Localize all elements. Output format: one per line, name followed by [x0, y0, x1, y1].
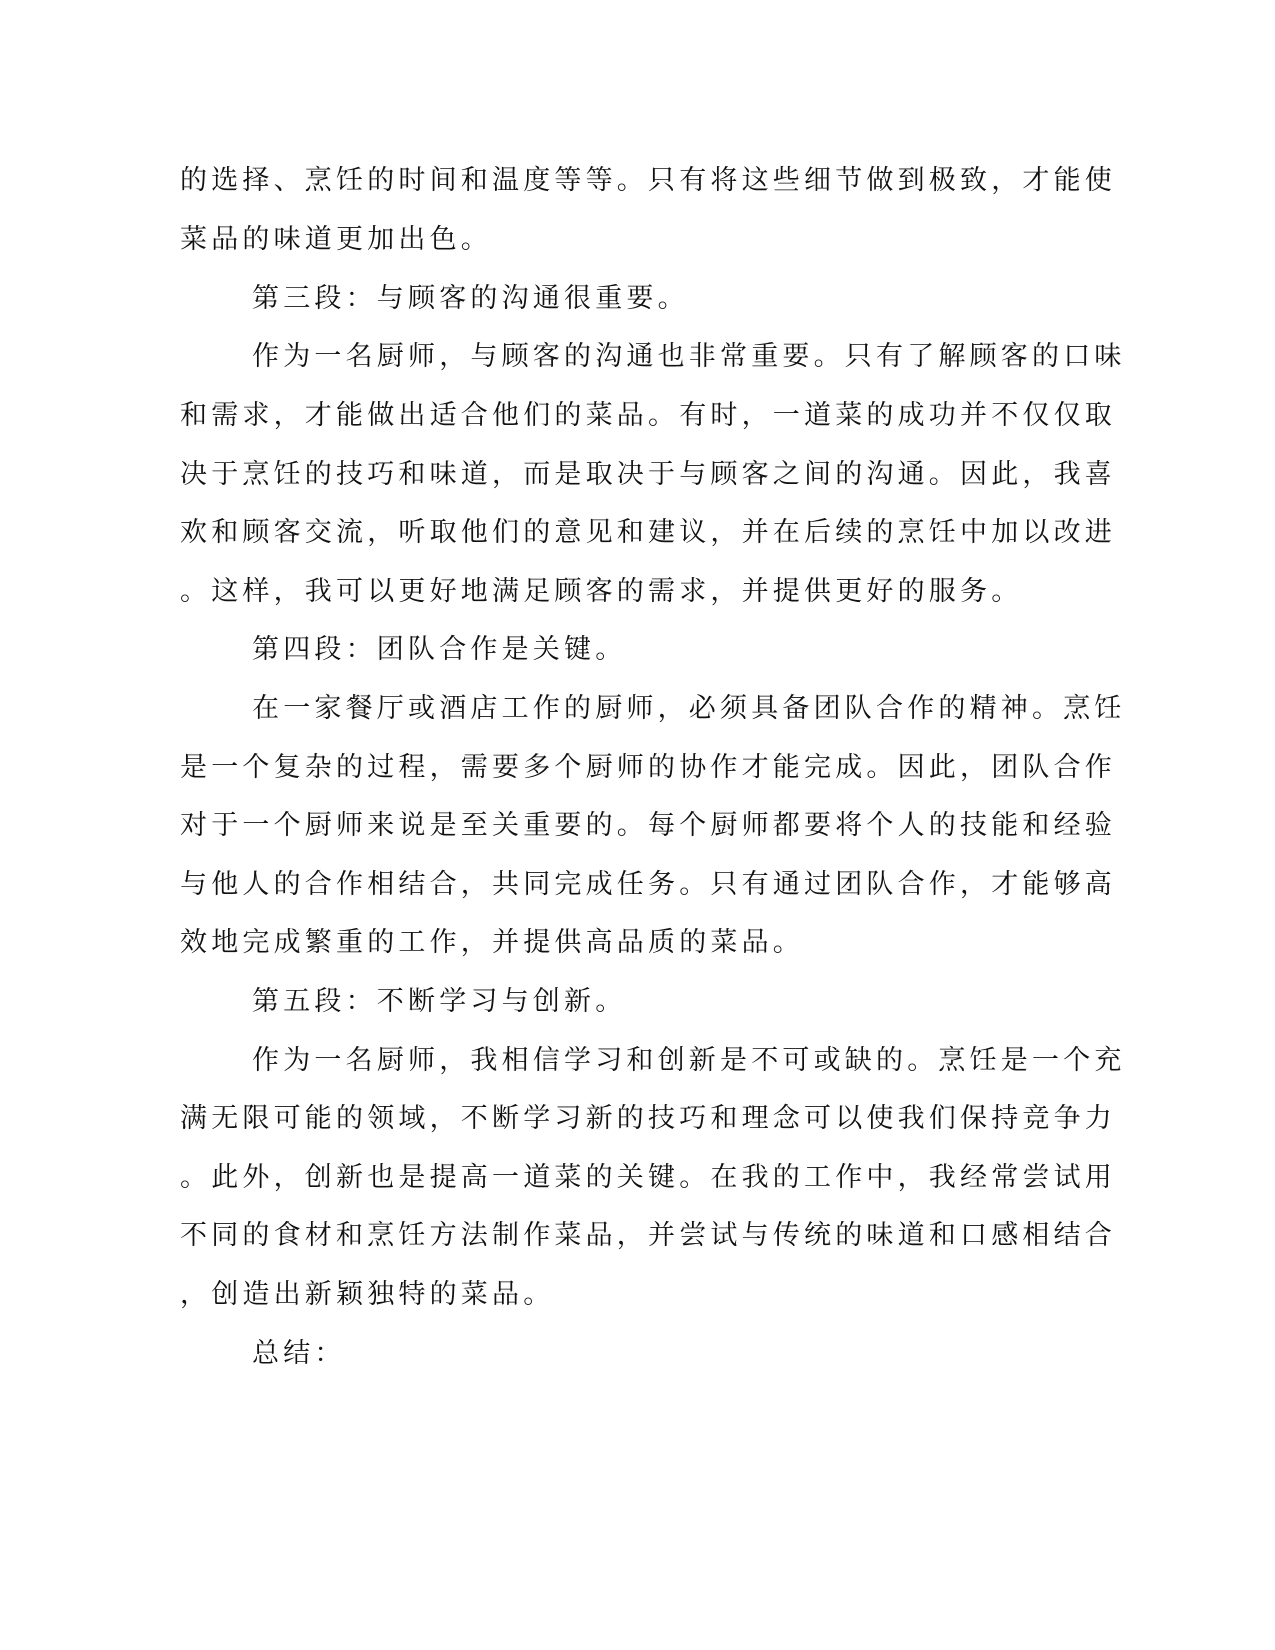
text-line: 。这样，我可以更好地满足顾客的需求，并提供更好的服务。: [180, 576, 1023, 607]
text-line: 不同的食材和烹饪方法制作菜品，并尝试与传统的味道和口感相结合: [180, 1220, 1116, 1251]
text-line: 作为一名厨师，我相信学习和创新是不可或缺的。烹饪是一个充: [252, 1045, 1126, 1076]
text-line: ，创造出新颖独特的菜品。: [180, 1279, 555, 1310]
text-line: 对于一个厨师来说是至关重要的。每个厨师都要将个人的技能和经验: [180, 810, 1116, 841]
text-line: 决于烹饪的技巧和味道，而是取决于与顾客之间的沟通。因此，我喜: [180, 459, 1116, 490]
text-line: 是一个复杂的过程，需要多个厨师的协作才能完成。因此，团队合作: [180, 752, 1116, 783]
text-line: 作为一名厨师，与顾客的沟通也非常重要。只有了解顾客的口味: [252, 341, 1126, 372]
summary-heading: 总结：: [252, 1338, 346, 1369]
text-line: 效地完成繁重的工作，并提供高品质的菜品。: [180, 927, 804, 958]
section-heading-5: 第五段：不断学习与创新。: [252, 986, 627, 1017]
section-heading-3: 第三段：与顾客的沟通很重要。: [252, 283, 689, 314]
text-line: 菜品的味道更加出色。: [180, 224, 492, 255]
text-line: 的选择、烹饪的时间和温度等等。只有将这些细节做到极致，才能使: [180, 165, 1116, 196]
text-line: 与他人的合作相结合，共同完成任务。只有通过团队合作，才能够高: [180, 869, 1116, 900]
text-line: 在一家餐厅或酒店工作的厨师，必须具备团队合作的精神。烹饪: [252, 693, 1126, 724]
section-heading-4: 第四段：团队合作是关键。: [252, 634, 627, 665]
text-line: 欢和顾客交流，听取他们的意见和建议，并在后续的烹饪中加以改进: [180, 517, 1116, 548]
text-line: 。此外，创新也是提高一道菜的关键。在我的工作中，我经常尝试用: [180, 1162, 1116, 1193]
text-line: 满无限可能的领域，不断学习新的技巧和理念可以使我们保持竞争力: [180, 1103, 1116, 1134]
text-line: 和需求，才能做出适合他们的菜品。有时，一道菜的成功并不仅仅取: [180, 400, 1116, 431]
